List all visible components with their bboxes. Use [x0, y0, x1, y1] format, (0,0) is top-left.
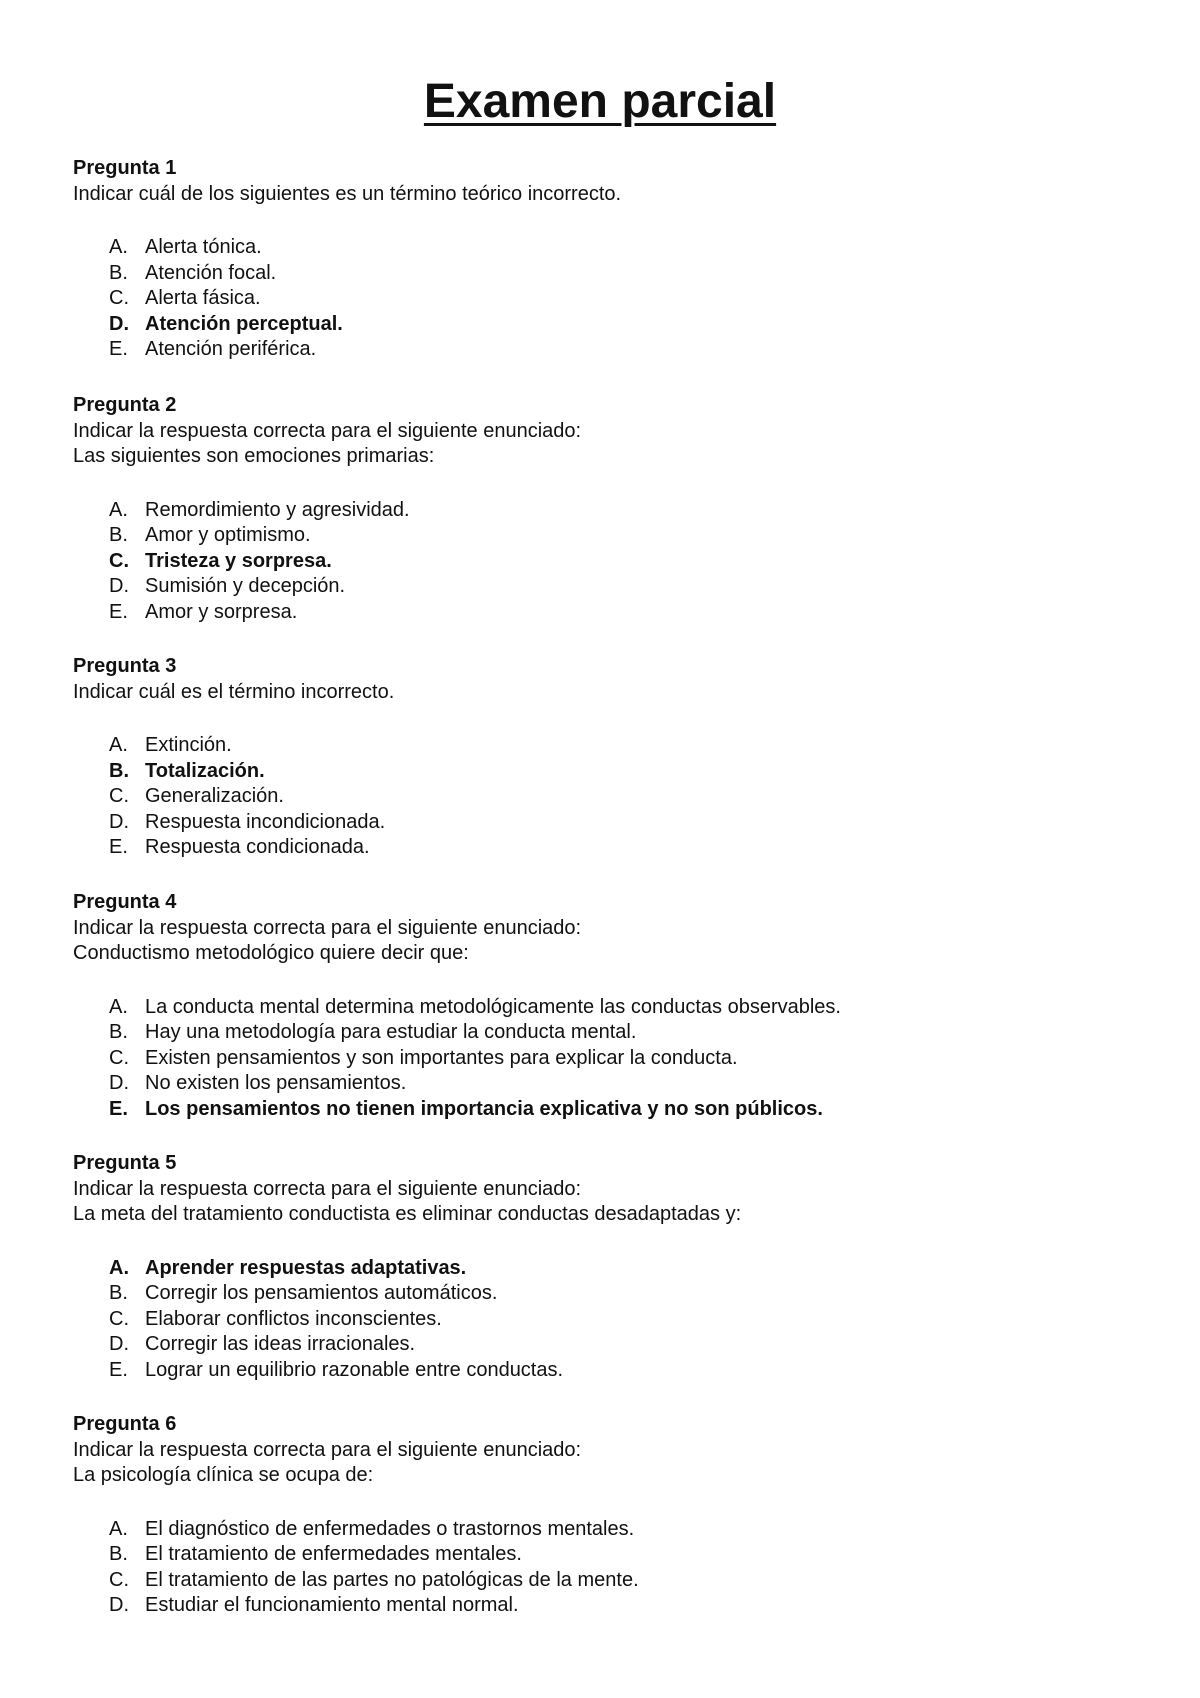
option-text: Respuesta incondicionada.	[145, 810, 386, 833]
question-text: Las siguientes son emociones primarias:	[73, 445, 435, 467]
option-e	[73, 1358, 1153, 1384]
option-letter: D.	[109, 1333, 129, 1355]
option-letter: C.	[109, 1568, 129, 1591]
option-letter: B.	[109, 1282, 128, 1304]
option-a-correct	[73, 1256, 1153, 1282]
option-letter: D.	[109, 1594, 129, 1616]
option-text: Hay una metodología para estudiar la conducta mental.	[145, 1021, 637, 1043]
option-text: Estudiar el funcionamiento mental normal.	[145, 1594, 519, 1616]
option-text: Alerta fásica.	[145, 287, 261, 309]
option-text: El tratamiento de las partes no patológicas de la mente.	[145, 1568, 639, 1591]
option-letter: B.	[109, 1543, 128, 1565]
answer-options	[73, 1256, 1153, 1384]
option-letter: C.	[109, 549, 129, 572]
option-d	[73, 1071, 1153, 1097]
question-3	[73, 654, 1153, 861]
option-letter: A.	[109, 995, 128, 1018]
option-b	[73, 523, 1153, 549]
question-text: Conductismo metodológico quiere decir que:	[73, 942, 469, 964]
option-c	[73, 1568, 1153, 1594]
option-letter: C.	[109, 287, 129, 309]
answer-options	[73, 1517, 1153, 1619]
question-text: Indicar la respuesta correcta para el siguiente enunciado:	[73, 916, 582, 939]
option-text: El tratamiento de enfermedades mentales.	[145, 1543, 522, 1565]
option-c-correct	[73, 549, 1153, 575]
option-e-correct	[73, 1097, 1153, 1123]
option-c	[73, 286, 1153, 312]
option-e	[73, 600, 1153, 626]
option-text: Atención periférica.	[145, 338, 317, 360]
option-letter: C.	[109, 1046, 129, 1069]
question-4	[73, 890, 1153, 1122]
option-c	[73, 784, 1153, 810]
option-text: Atención perceptual.	[145, 312, 343, 335]
option-letter: A.	[109, 1256, 129, 1279]
page-title: Examen parcial	[423, 75, 777, 128]
option-letter: D.	[109, 312, 129, 335]
question-text: Indicar la respuesta correcta para el siguiente enunciado:	[73, 1438, 582, 1461]
option-letter: B.	[109, 524, 128, 546]
answer-options	[73, 995, 1153, 1123]
option-letter: E.	[109, 600, 128, 623]
option-text: Amor y optimismo.	[145, 524, 311, 546]
option-a	[73, 235, 1153, 261]
question-1	[73, 156, 1153, 363]
option-text: Existen pensamientos y son importantes para explicar la conducta.	[145, 1046, 738, 1069]
option-text: Corregir los pensamientos automáticos.	[145, 1282, 498, 1304]
question-text: Indicar la respuesta correcta para el siguiente enunciado:	[73, 1177, 582, 1200]
question-heading: Pregunta 3	[73, 655, 177, 677]
option-e	[73, 337, 1153, 363]
option-text: Aprender respuestas adaptativas.	[145, 1256, 467, 1279]
option-text: Los pensamientos no tienen importancia explicativa y no son públicos.	[145, 1097, 823, 1120]
question-text: La meta del tratamiento conductista es eliminar conductas desadaptadas y:	[73, 1203, 742, 1225]
question-heading: Pregunta 2	[73, 394, 177, 416]
question-heading: Pregunta 4	[73, 891, 177, 913]
answer-options	[73, 733, 1153, 861]
option-b	[73, 1020, 1153, 1046]
option-text: Generalización.	[145, 785, 284, 807]
option-c	[73, 1046, 1153, 1072]
option-d-correct	[73, 312, 1153, 338]
option-letter: C.	[109, 1307, 129, 1330]
option-a	[73, 995, 1153, 1021]
option-letter: E.	[109, 1097, 128, 1120]
option-letter: D.	[109, 810, 129, 833]
option-b-correct	[73, 759, 1153, 785]
question-6	[73, 1412, 1153, 1619]
option-e	[73, 835, 1153, 861]
option-b	[73, 261, 1153, 287]
question-text: Indicar la respuesta correcta para el siguiente enunciado:	[73, 419, 582, 442]
answer-options	[73, 235, 1153, 363]
option-letter: C.	[109, 785, 129, 807]
option-text: Elaborar conflictos inconscientes.	[145, 1307, 442, 1330]
option-b	[73, 1542, 1153, 1568]
option-letter: B.	[109, 1021, 128, 1043]
question-heading: Pregunta 5	[73, 1152, 177, 1174]
option-letter: B.	[109, 261, 128, 284]
option-text: Corregir las ideas irracionales.	[145, 1333, 416, 1355]
option-letter: A.	[109, 734, 128, 756]
option-text: Atención focal.	[145, 261, 277, 284]
option-letter: B.	[109, 759, 129, 782]
option-d	[73, 810, 1153, 836]
question-5	[73, 1151, 1153, 1383]
option-a	[73, 733, 1153, 759]
question-heading: Pregunta 1	[73, 157, 177, 179]
option-text: Tristeza y sorpresa.	[145, 549, 332, 572]
option-text: El diagnóstico de enfermedades o trastornos mentales.	[145, 1517, 635, 1540]
option-c	[73, 1307, 1153, 1333]
option-letter: A.	[109, 498, 128, 521]
option-text: La conducta mental determina metodológicamente las conductas observables.	[145, 995, 841, 1018]
option-a	[73, 1517, 1153, 1543]
option-text: Lograr un equilibrio razonable entre conductas.	[145, 1358, 564, 1381]
option-letter: E.	[109, 338, 128, 360]
option-letter: A.	[109, 1517, 128, 1540]
option-text: Sumisión y decepción.	[145, 575, 346, 597]
option-text: Extinción.	[145, 734, 232, 756]
option-d	[73, 1593, 1153, 1619]
option-letter: D.	[109, 575, 129, 597]
option-letter: E.	[109, 1358, 128, 1381]
option-letter: D.	[109, 1072, 129, 1094]
question-text: Indicar cuál es el término incorrecto.	[73, 680, 395, 703]
option-letter: E.	[109, 836, 128, 858]
option-letter: A.	[109, 236, 128, 258]
question-2	[73, 393, 1153, 625]
answer-options	[73, 498, 1153, 626]
option-b	[73, 1281, 1153, 1307]
option-d	[73, 574, 1153, 600]
question-heading: Pregunta 6	[73, 1413, 177, 1435]
question-text: La psicología clínica se ocupa de:	[73, 1464, 374, 1486]
option-text: Remordimiento y agresividad.	[145, 498, 410, 521]
option-text: Respuesta condicionada.	[145, 836, 370, 858]
option-text: Totalización.	[145, 759, 265, 782]
option-d	[73, 1332, 1153, 1358]
option-a	[73, 498, 1153, 524]
question-text: Indicar cuál de los siguientes es un término teórico incorrecto.	[73, 182, 622, 205]
option-text: No existen los pensamientos.	[145, 1072, 407, 1094]
option-text: Amor y sorpresa.	[145, 600, 298, 623]
option-text: Alerta tónica.	[145, 236, 262, 258]
